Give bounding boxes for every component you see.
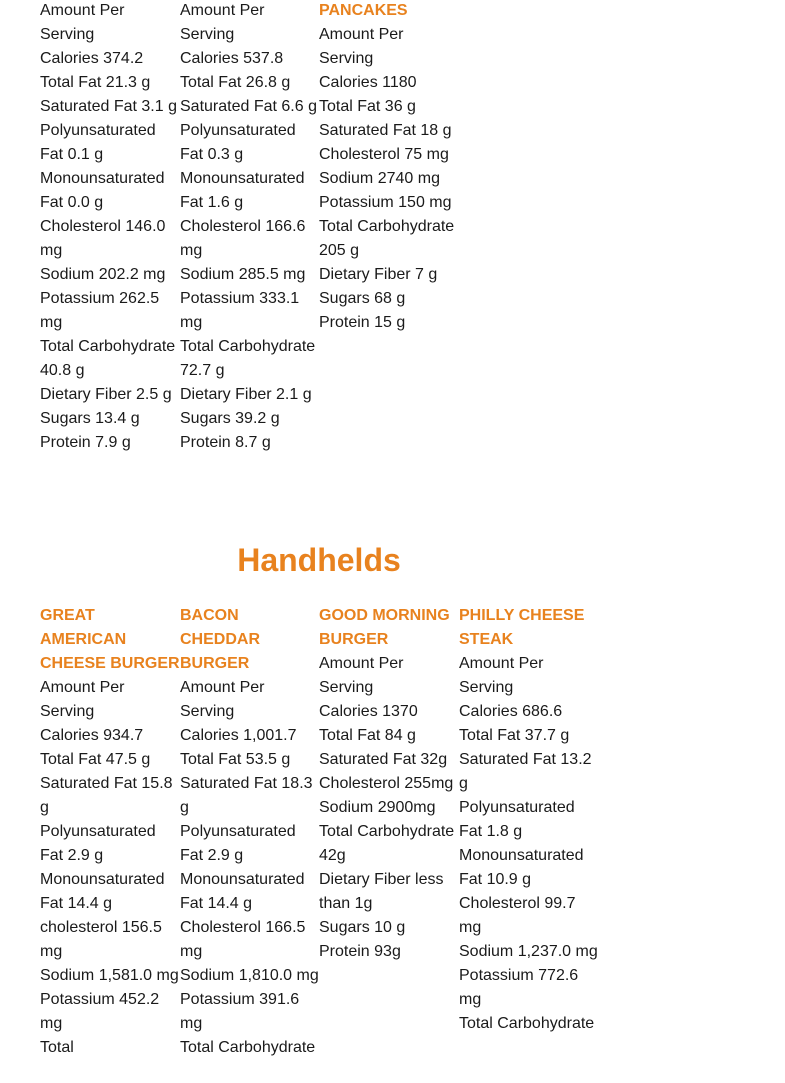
nutrition-lines [180,676,320,1060]
nutrition-lines [180,0,320,455]
nutrition-line: Calories 1370 [319,703,418,720]
nutrition-lines [40,676,180,1060]
nutrition-line: Calories 686.6 [459,703,563,720]
nutrition-line: Potassium 333.1 mg [180,290,300,331]
nutrition-line: Total Carbohydrate 72.7 g [180,338,316,379]
nutrition-line: Monounsaturated Fat 14.4 g [40,871,165,912]
nutrition-line: Monounsaturated Fat 0.0 g [40,170,165,211]
bacon-cheddar-burger-col [180,604,320,1060]
nutrition-line: Amount Per Serving [319,655,404,696]
nutrition-lines [40,0,180,455]
nutrition-line: Cholesterol 99.7 mg [459,895,576,936]
nutrition-line: Sodium 1,810.0 mg [180,967,319,984]
nutrition-line: Potassium 150 mg [319,194,452,211]
nutrition-line: Saturated Fat 18.3 g [180,775,313,816]
item-title-pancakes: PANCAKES [319,2,408,19]
nutrition-line: Total Carbohydrate 42g [319,823,455,864]
item-title-bacon-cheddar-burger: BACON CHEDDAR BURGER [180,607,260,672]
nutrition-line: Monounsaturated Fat 10.9 g [459,847,584,888]
nutrition-line: Calories 1,001.7 [180,727,297,744]
nutrition-line: Cholesterol 146.0 mg [40,218,166,259]
nutrition-lines [319,652,459,964]
nutrition-line: Cholesterol 255mg [319,775,454,792]
nutrition-line: Total [40,1039,74,1056]
nutrition-line: Polyunsaturated Fat 2.9 g [180,823,296,864]
nutrition-line: Amount Per Serving [40,2,125,43]
nutrition-line: Sugars 10 g [319,919,406,936]
nutrition-line: Amount Per Serving [40,679,125,720]
nutrition-line: Total Fat 84 g [319,727,416,744]
nutrition-line: Saturated Fat 32g [319,751,448,768]
nutrition-line: Total Fat 47.5 g [40,751,151,768]
nutrition-line: Polyunsaturated Fat 1.8 g [459,799,575,840]
nutrition-line: Saturated Fat 13.2 g [459,751,592,792]
nutrition-line: Total Carbohydrate 40.8 g [40,338,176,379]
nutrition-line: Potassium 262.5 mg [40,290,160,331]
nutrition-line: Polyunsaturated Fat 0.1 g [40,122,156,163]
nutrition-line: Saturated Fat 18 g [319,122,452,139]
nutrition-line: Monounsaturated Fat 1.6 g [180,170,305,211]
nutrition-line: Cholesterol 166.5 mg [180,919,306,960]
nutrition-line: Calories 934.7 [40,727,144,744]
nutrition-line: Amount Per Serving [319,26,404,67]
nutrition-line: Cholesterol 75 mg [319,146,449,163]
philly-cheese-steak-col [459,604,599,1036]
nutrition-lines [319,23,459,335]
nutrition-line: Total Fat 36 g [319,98,416,115]
good-morning-burger-col [319,604,459,964]
nutrition-line: Total Carbohydrate [180,1039,316,1056]
nutrition-line: Protein 15 g [319,314,406,331]
pancakes-col [319,0,459,335]
nutrition-line: Cholesterol 166.6 mg [180,218,306,259]
nutrition-line: Amount Per Serving [180,2,265,43]
nutrition-line: Calories 537.8 [180,50,284,67]
nutrition-line: Saturated Fat 6.6 g [180,98,317,115]
top-col-1 [40,0,180,455]
great-american-cheese-burger-col [40,604,180,1060]
nutrition-line: Sodium 1,581.0 mg [40,967,179,984]
item-title-philly-cheese-steak: PHILLY CHEESE STEAK [459,607,585,648]
nutrition-line: Total Carbohydrate [459,1015,595,1032]
nutrition-line: Potassium 391.6 mg [180,991,300,1032]
nutrition-line: Sodium 1,237.0 mg [459,943,598,960]
nutrition-line: Total Fat 37.7 g [459,727,570,744]
nutrition-line: Dietary Fiber 2.5 g [40,386,172,403]
nutrition-line: Saturated Fat 15.8 g [40,775,173,816]
top-col-2 [180,0,320,455]
nutrition-line: Polyunsaturated Fat 2.9 g [40,823,156,864]
nutrition-line: Dietary Fiber 7 g [319,266,438,283]
nutrition-line: Sugars 68 g [319,290,406,307]
nutrition-line: Dietary Fiber 2.1 g [180,386,312,403]
nutrition-line: Protein 93g [319,943,401,960]
nutrition-line: Monounsaturated Fat 14.4 g [180,871,305,912]
nutrition-line: Potassium 452.2 mg [40,991,160,1032]
nutrition-line: Sodium 202.2 mg [40,266,166,283]
nutrition-lines [459,652,599,1036]
nutrition-line: Total Fat 21.3 g [40,74,151,91]
nutrition-line: Dietary Fiber less than 1g [319,871,444,912]
nutrition-line: Sodium 285.5 mg [180,266,306,283]
nutrition-line: Sodium 2900mg [319,799,436,816]
nutrition-line: Protein 7.9 g [40,434,131,451]
section-title-handhelds: Handhelds [237,542,401,578]
nutrition-line: cholesterol 156.5 mg [40,919,162,960]
nutrition-line: Calories 1180 [319,74,417,91]
nutrition-line: Amount Per Serving [459,655,544,696]
nutrition-line: Potassium 772.6 mg [459,967,579,1008]
nutrition-line: Total Fat 26.8 g [180,74,291,91]
nutrition-line: Sugars 13.4 g [40,410,140,427]
nutrition-line: Calories 374.2 [40,50,144,67]
nutrition-line: Amount Per Serving [180,679,265,720]
item-title-good-morning-burger: GOOD MORNING BURGER [319,607,450,648]
nutrition-line: Sodium 2740 mg [319,170,440,187]
item-title-great-american-cheese-burger: GREAT AMERICAN CHEESE BURGER [40,607,180,672]
nutrition-line: Polyunsaturated Fat 0.3 g [180,122,296,163]
nutrition-line: Saturated Fat 3.1 g [40,98,177,115]
nutrition-line: Total Fat 53.5 g [180,751,291,768]
nutrition-line: Sugars 39.2 g [180,410,280,427]
nutrition-line: Total Carbohydrate 205 g [319,218,455,259]
nutrition-line: Protein 8.7 g [180,434,271,451]
